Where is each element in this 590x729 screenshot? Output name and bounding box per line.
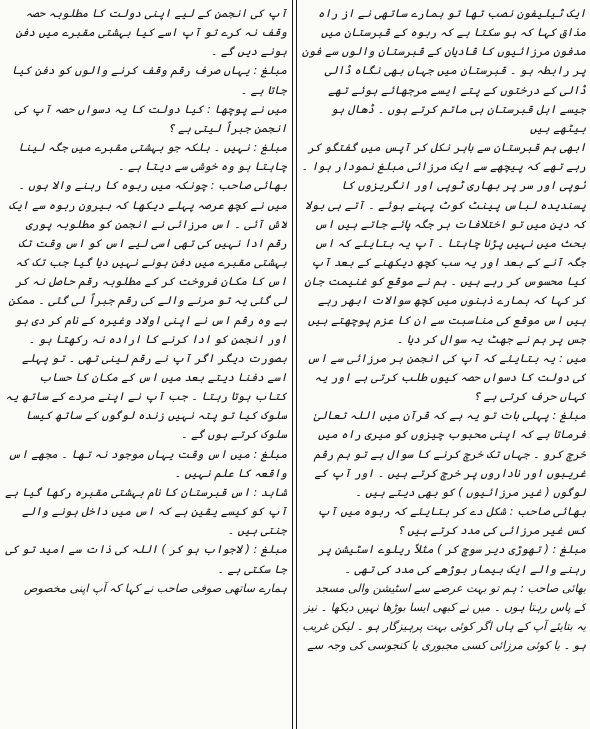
paragraph: شاہد : اس قبرستان کا نام بہشتی مقبرہ رکھا گیا ہے آپ کو کیسے یقین ہے کہ اس میں داخل ہونے والے جنتی ہیں ۔: [5, 485, 287, 538]
paragraph: مبلغ : ( تھوڑی دیر سوچ کر ) مثلاً ریلوے اسٹیشن پر رہنے والے ایک بیمار بوڑھے کی مدد کی تھی ۔: [318, 543, 586, 576]
paragraph: مبلغ : پہلی بات تو یہ ہے کہ قرآن میں اللہ تعالیٰ فرماتا ہے کہ اپنی محبوب چیزوں کو میری راہ میں خرچ کرو ۔ جہاں تک خرچ کرنے کا سوال ہے تو ہم رقم غریبوں اور ناداروں پر خرچ کرتے ہیں ۔ اور آپ کے لوگوں ( غیر مرزائیوں ) کو بھی دیتے ہیں ۔: [313, 409, 586, 499]
paragraph: مبلغ : نہیں ۔ بلکہ جو بہشتی مقبرے میں جگہ لینا چاہتا ہو وہ خوشی سے دیتا ہے ۔: [18, 141, 287, 174]
paragraph: بھائی صاحب : ہم تو بہت عرصے سے اسٹیشن والی مسجد کے پاس رہتا ہوں ۔ میں نے کبھی ایسا بوڑھا نہیں دیکھا ۔ نیز یہ بتایئے آپ کے ہاں اگر کوئی بہت پرہیزگار ہو ۔ لیکن غریب ہو ۔ یا کوئی مرزائی کسی مجبوری یا کنجوسی کی وجہ سے: [302, 581, 586, 653]
paragraph: میں : یہ بتایئے کہ آپ کی انجمن ہر مرزائی سے اس کی دولت کا دسواں حصہ کیوں طلب کرتی ہے اور یہ کہاں حرف کرتی ہے ؟: [307, 351, 586, 404]
right-column: [301, 4, 586, 729]
paragraph: ہمارے ساتھی صوفی صاحب نے کہا کہ آپ اپنی مخصوص: [23, 581, 287, 595]
left-column: [4, 4, 287, 729]
paragraph: ایک ٹیلیفون نصب تھا تو ہمارے ساتھی نے از راہ مذاق کہا کہ ہو سکتا ہے کہ ربوہ کے قبرستان میں مدفون مرزائیوں کا قادیان کے قبرستان والوں سے فون پر رابطہ ہو ۔ قبرستان میں جہاں بھی نگاہ ڈالی ڈالی کے درختوں کے پتے ایسے مرجھائے ہوئے تھے جیسے اہل قبرستان ہی ماتم کرتے ہوں ۔ ڈھال ہو بیٹھے ہیں: [301, 7, 586, 135]
paragraph: بھائی صاحب : شکل دے کر بتایئے کہ ربوہ میں آپ کس غیر مرزائی کی مدد کرتے ہیں ؟: [317, 505, 586, 538]
paragraph: آپ کی انجمن کے لیے اپنی دولت کا مطلوبہ حصہ وقف نہ کرے تو آپ اسے کیا بہشتی مقبرے میں دفن ہونے دیں گے ۔: [15, 7, 287, 59]
paragraph: بھائی صاحب : چونکہ میں ربوہ کا رہنے والا ہوں ۔ میں نے کچھ عرصہ پہلے دیکھا کہ بیرون ربوہ سے ایک لاش آئی ۔ اس مرزائی نے انجمن کو مطلوبہ پوری رقم ادا نہیں کی تھی اسی لیے اس کو اس وقت تک بہشتی مقبرے میں دفن ہونے نہیں دیا گیا جب تک کہ اس کا مکان فروخت کر کے مطلوبہ رقم حاصل نہ کر لی گئی یہ تو مرنے والے کی رقم جبراً لی گئی ۔ ممکن ہے وہ رقم اس نے اپنی اولاد وغیرہ کے نام کر دی ہو اور انجمن کو ادا کرنے کا ارادہ نہ رکھتا ہو ۔ بصورت دیگر اگر آپ نے رقم لینی تھی ۔ تو پہلے اسے دفنا دیتے بعد میں اس کے مکان کا حساب کتاب ہوتا رہتا ۔ جب آپ نے اپنے مردے کے ساتھ یہ سلوک کیا تو پتہ نہیں زندہ لوگوں کے ساتھ کیسا سلوک کرتے ہوں گے ۔: [5, 179, 287, 442]
paragraph: مبلغ : یہاں صرف رقم وقف کرنے والوں کو دفن کیا جاتا ہے ۔: [11, 64, 287, 97]
paragraph: مبلغ : ( لاجواب ہو کر ) اللہ کی ذات سے امید تو کی جا سکتی ہے ۔: [5, 543, 287, 576]
column-divider: [292, 0, 293, 729]
paragraph: ابھی ہم قبرستان سے باہر نکل کر آپس میں گفتگو کر رہے تھے کہ پیچھے سے ایک مرزائی مبلغ نمودار ہوا ۔ ٹوپی اور سر پر بھاری ٹوپی اور انگریزوں کا پسندیدہ لباس پینٹ کوٹ پہنے ہوئے ۔ آتے ہی بولا کہ دین میں تو اختلافات ہر جگہ پائے جاتے ہیں اس بحث میں نہیں پڑنا چاہتا ۔ آپ یہ بتایئے کہ اس جگہ آنے کے بعد اور یہ سب کچھ دیکھنے کے بعد آپ کیا محسوس کر رہے ہیں ۔ ہم نے موقع کو غنیمت جان کر کہا کہ ہمارے ذہنوں میں کچھ سوالات ابھر رہے ہیں اس موقع کی مناسبت سے ان کا عزم پوچھتے ہیں جس پر ہم نے جھٹ یہ سوال کر دیا ۔: [301, 141, 586, 346]
column-divider: [296, 0, 297, 729]
paragraph: میں نے پوچھا : کیا دولت کا یہ دسواں حصہ آپ کی انجمن جبراً لیتی ہے ؟: [14, 102, 287, 135]
paragraph: مبلغ : میں اس وقت یہاں موجود نہ تھا ۔ مجھے اس واقعہ کا علم نہیں ۔: [8, 447, 287, 480]
